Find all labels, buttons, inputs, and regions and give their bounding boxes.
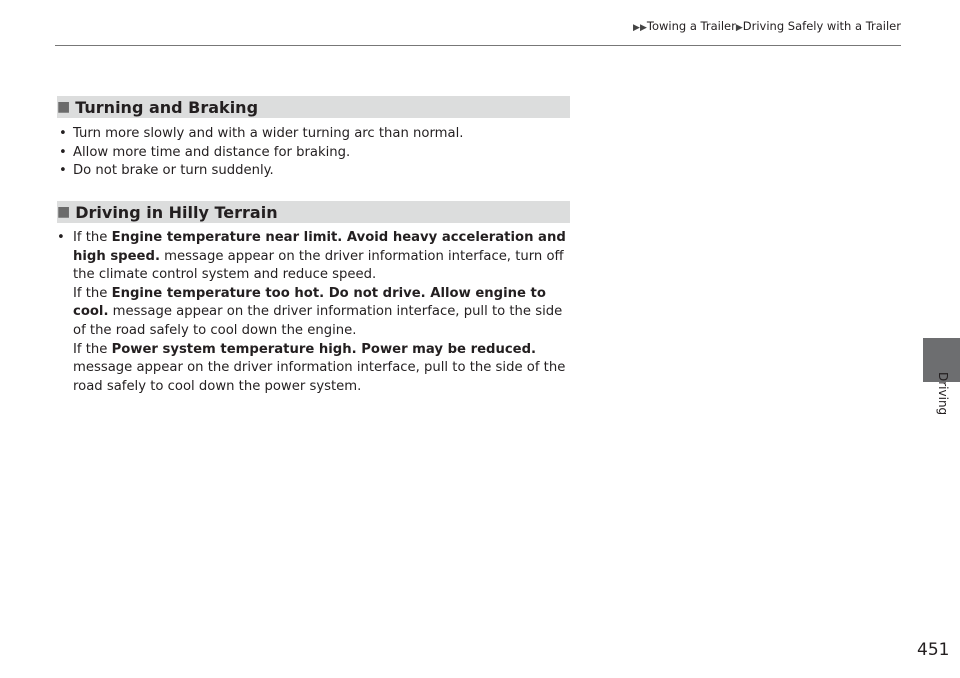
paragraph-text: message appear on the driver information interface, pull to the side of the road safely to cool down the power system. bbox=[73, 360, 566, 394]
paragraph-prefix: If the bbox=[73, 230, 112, 245]
breadcrumb-separator-icon: ▶ bbox=[735, 23, 743, 33]
list-item: • Allow more time and distance for braking. bbox=[59, 144, 351, 160]
turning-bullet-list bbox=[57, 125, 572, 181]
warning-message-engine-too-hot: Engine temperature too hot. Do not drive. Allow engine to cool. bbox=[73, 285, 546, 320]
header-divider bbox=[55, 45, 901, 46]
breadcrumb-link-towing[interactable]: Towing a Trailer bbox=[646, 19, 736, 33]
hilly-terrain-text: • If the Engine temperature near limit. Avoid heavy acceleration and high speed. message appear on the driver information interface, turn off the climate control system and reduce speed. If the Engine temperature too hot. Do not drive. Allow engine to cool. message appear on the driver information interface, pull to the side of the road safely to cool down the engine. If the Power system temperature high. Power may be reduced. message appear on the driver information interface, pull to the side of the road safely to cool down the power system. bbox=[57, 230, 566, 394]
paragraph-text: message appear on the driver information interface, pull to the side of the road safely to cool down the engine. bbox=[73, 304, 563, 338]
chapter-tab-label: Driving bbox=[936, 372, 950, 416]
paragraph-prefix: If the bbox=[73, 341, 112, 357]
section-title: Turning and Braking bbox=[75, 97, 259, 117]
section-heading-hilly-terrain bbox=[57, 201, 570, 223]
breadcrumb-current-page: Driving Safely with a Trailer bbox=[742, 19, 901, 33]
page-number: 451 bbox=[917, 640, 950, 660]
section-marker-icon: ■ bbox=[57, 99, 71, 115]
section-title: Driving in Hilly Terrain bbox=[75, 202, 278, 222]
list-item: • Do not brake or turn suddenly. bbox=[59, 163, 274, 179]
breadcrumb bbox=[633, 19, 901, 33]
list-item: • Turn more slowly and with a wider turning arc than normal. bbox=[59, 126, 464, 141]
paragraph-prefix: If the bbox=[73, 285, 112, 301]
paragraph-text: message appear on the driver information interface, turn off the climate control system and reduce speed. bbox=[73, 248, 564, 283]
warning-message-power-system-high: Power system temperature high. Power may be reduced. bbox=[111, 341, 537, 357]
breadcrumb-arrow-icon: ▶▶ bbox=[633, 23, 647, 33]
section-marker-icon: ■ bbox=[57, 204, 71, 220]
section-heading-turning bbox=[57, 96, 570, 118]
warning-message-engine-near-limit: Engine temperature near limit. Avoid heavy acceleration and high speed. bbox=[73, 230, 566, 264]
